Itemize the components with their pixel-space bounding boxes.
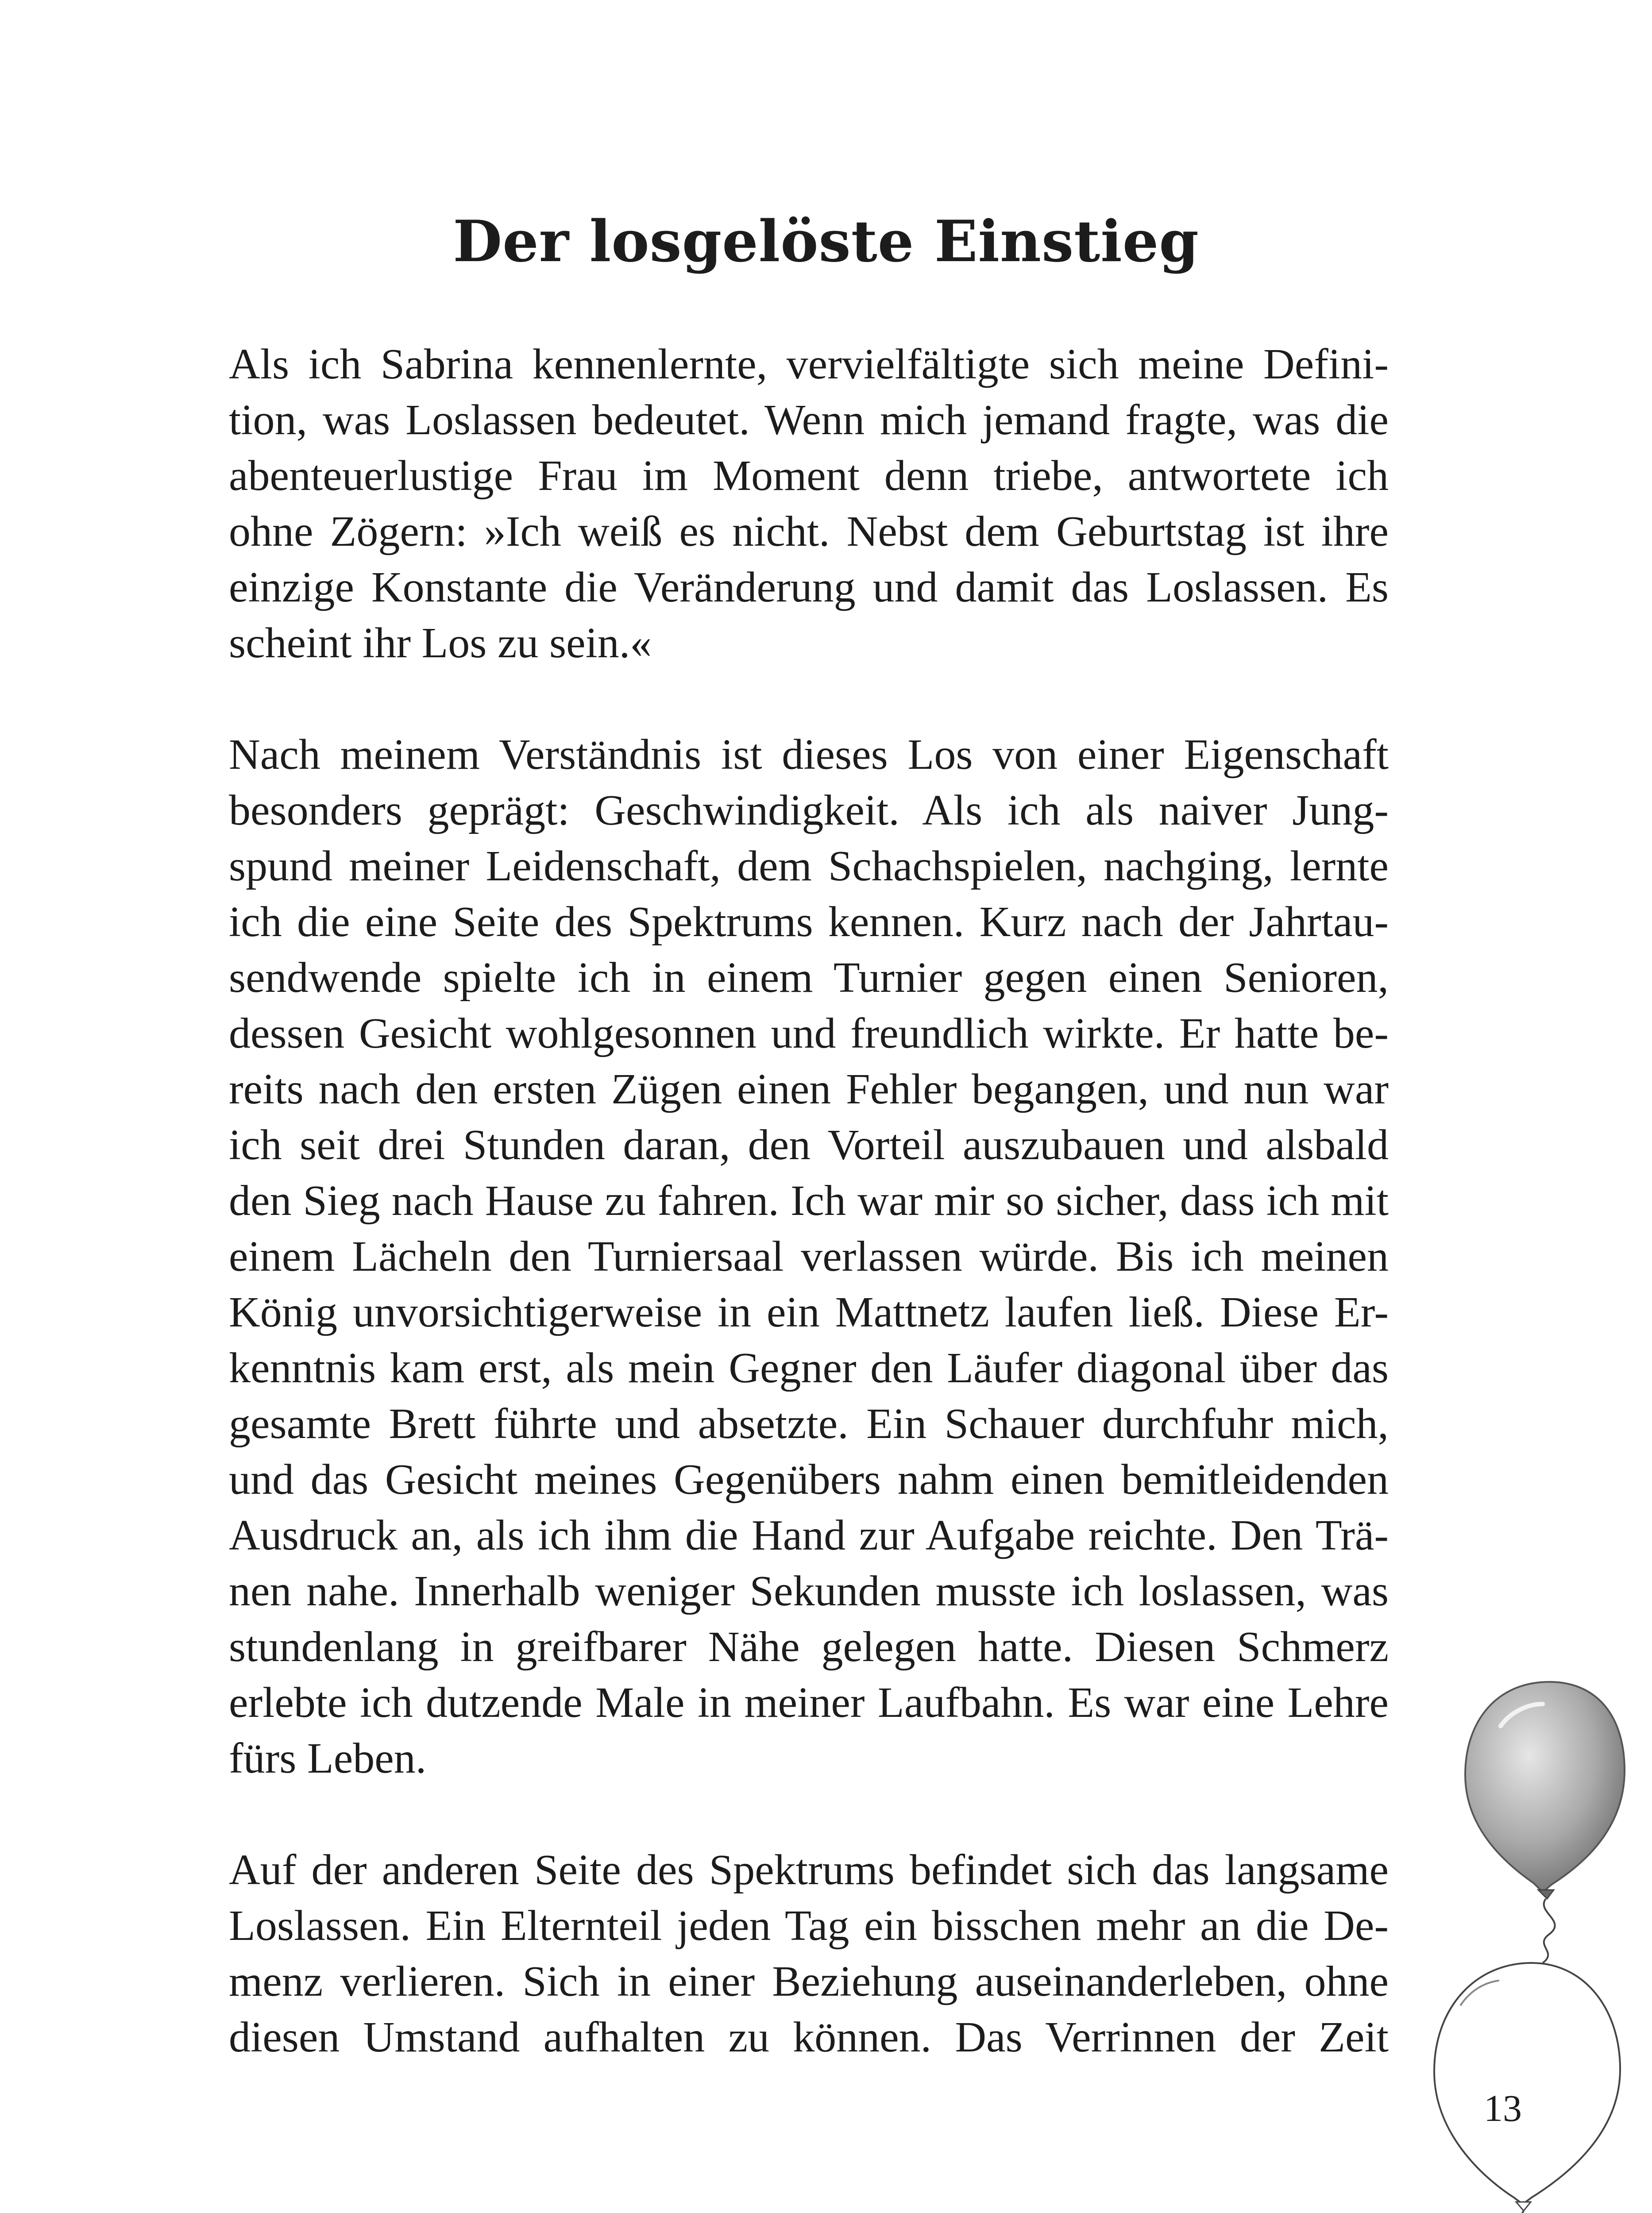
text-line: reits nach den ersten Zügen einen Fehler begangen, und nun war [229, 1065, 1389, 1113]
text-line: einzige Konstante die Veränderung und damit das Loslassen. Es [229, 563, 1389, 611]
text-line: ich die eine Seite des Spektrums kennen. Kurz nach der Jahrtau- [229, 898, 1389, 946]
text-line: ich seit drei Stunden daran, den Vorteil auszubauen und alsbald [229, 1121, 1389, 1169]
paragraph-3 [229, 1842, 1389, 2065]
text-line: erlebte ich dutzende Male in meiner Laufbahn. Es war eine Lehre [229, 1679, 1389, 1727]
text-line: sendwende spielte ich in einem Turnier gegen einen Senioren, [229, 954, 1389, 1002]
chapter-title: Der losgelöste Einstieg [453, 208, 1199, 275]
text-line: König unvorsichtigerweise in ein Mattnetz laufen ließ. Diese Er- [229, 1288, 1389, 1336]
text-line: tion, was Loslassen bedeutet. Wenn mich jemand fragte, was die [229, 396, 1389, 444]
paragraph-2 [229, 727, 1389, 1786]
balloon-shaded-icon [1439, 1673, 1652, 1965]
balloon-outline-icon [1408, 1956, 1652, 2213]
paragraph-1 [229, 336, 1389, 671]
text-line: den Sieg nach Hause zu fahren. Ich war mir so sicher, dass ich mit [229, 1177, 1389, 1225]
text-line: gesamte Brett führte und absetzte. Ein Schauer durchfuhr mich, [229, 1400, 1389, 1448]
text-line: scheint ihr Los zu sein.« [229, 619, 652, 667]
text-line: dessen Gesicht wohlgesonnen und freundlich wirkte. Er hatte be- [229, 1010, 1389, 1057]
text-line: Loslassen. Ein Elternteil jeden Tag ein bisschen mehr an die De- [229, 1902, 1389, 1950]
text-line: menz verlieren. Sich in einer Beziehung auseinanderleben, ohne [229, 1958, 1389, 2005]
page-number: 13 [1484, 2087, 1522, 2129]
text-line: abenteuerlustige Frau im Moment denn triebe, antwortete ich [229, 452, 1389, 500]
text-line: einem Lächeln den Turniersaal verlassen würde. Bis ich meinen [229, 1233, 1389, 1280]
text-line: besonders geprägt: Geschwindigkeit. Als ich als naiver Jung- [229, 787, 1389, 834]
text-line: kenntnis kam erst, als mein Gegner den Läufer diagonal über das [229, 1344, 1389, 1392]
body-text [229, 336, 1389, 2121]
text-line: nen nahe. Innerhalb weniger Sekunden musste ich loslassen, was [229, 1567, 1389, 1615]
text-line: Nach meinem Verständnis ist dieses Los von einer Eigenschaft [229, 731, 1389, 779]
text-line: Als ich Sabrina kennenlernte, vervielfältigte sich meine Defini- [229, 340, 1389, 388]
text-line: Ausdruck an, als ich ihm die Hand zur Aufgabe reichte. Den Trä- [229, 1511, 1389, 1559]
text-line: fürs Leben. [229, 1735, 427, 1782]
text-line: Auf der anderen Seite des Spektrums befindet sich das langsame [229, 1846, 1389, 1894]
text-line: ohne Zögern: »Ich weiß es nicht. Nebst dem Geburtstag ist ihre [229, 508, 1389, 555]
text-line: spund meiner Leidenschaft, dem Schachspielen, nachging, lernte [229, 842, 1389, 890]
text-line: diesen Umstand aufhalten zu können. Das Verrinnen der Zeit [229, 2013, 1389, 2061]
text-line: und das Gesicht meines Gegenübers nahm einen bemitleidenden [229, 1456, 1389, 1504]
text-line: stundenlang in greifbarer Nähe gelegen hatte. Diesen Schmerz [229, 1623, 1389, 1671]
